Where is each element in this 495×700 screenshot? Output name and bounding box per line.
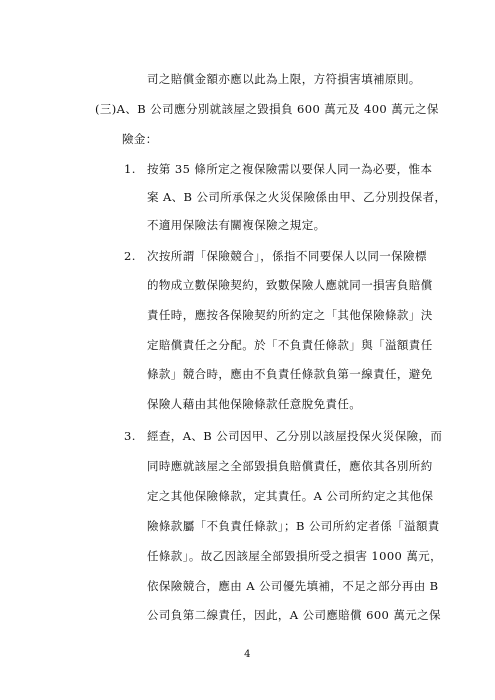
item-1-line-1: 按第 35 條所定之複保險需以要保人同一為必要，惟本 (147, 162, 433, 176)
continuation-line: 司之賠償金額亦應以此為上限，方符損害填補原則。 (147, 72, 421, 86)
page-number: 4 (244, 649, 251, 660)
item-3-line-5: 任條款」。故乙因該屋全部毀損所受之損害 1000 萬元， (147, 549, 443, 563)
item-2-line-2: 的物成立數保險契約，致數保險人應就同一損害負賠償 (147, 278, 433, 292)
item-3-line-2: 同時應就該屋之全部毀損負賠償責任，應依其各別所約 (147, 459, 433, 473)
item-3-line-4: 險條款屬「不負責任條款」；B 公司所約定者係「溢額責 (147, 519, 440, 533)
item-3-line-6: 依保險競合，應由 A 公司優先填補，不足之部分再由 B (147, 579, 439, 593)
section-heading-line-2: 險金： (122, 132, 158, 146)
item-2-line-4: 定賠償責任之分配。於「不負責任條款」與「溢額責任 (147, 338, 433, 352)
item-1-line-2: 案 A、B 公司所承保之火災保險係由甲、乙分別投保者， (147, 190, 447, 204)
item-number: 2. (124, 249, 136, 263)
section-heading-line-1: (三)A、B 公司應分別就該屋之毀損負 600 萬元及 400 萬元之保 (95, 102, 439, 116)
item-number: 1. (124, 162, 136, 176)
item-2-line-5: 條款」競合時，應由不負責任條款負第一線責任，避免 (147, 367, 433, 381)
item-3-line-1: 經查，A、B 公司因甲、乙分別以該屋投保火災保險，而 (147, 429, 443, 443)
item-2-line-3: 責任時，應按各保險契約所約定之「其他保險條款」決 (147, 308, 433, 322)
item-2-line-6: 保險人藉由其他保險條款任意脫免責任。 (147, 397, 362, 411)
item-2-line-1: 次按所謂「保險競合」，係指不同要保人以同一保險標 (147, 249, 427, 263)
item-3-line-3: 定之其他保險條款，定其責任。A 公司所約定之其他保 (147, 489, 434, 503)
item-number: 3. (124, 429, 136, 443)
item-3-line-7: 公司負第二線責任，因此，A 公司應賠償 600 萬元之保 (147, 608, 441, 622)
item-1-line-3: 不適用保險法有關複保險之規定。 (147, 218, 326, 232)
